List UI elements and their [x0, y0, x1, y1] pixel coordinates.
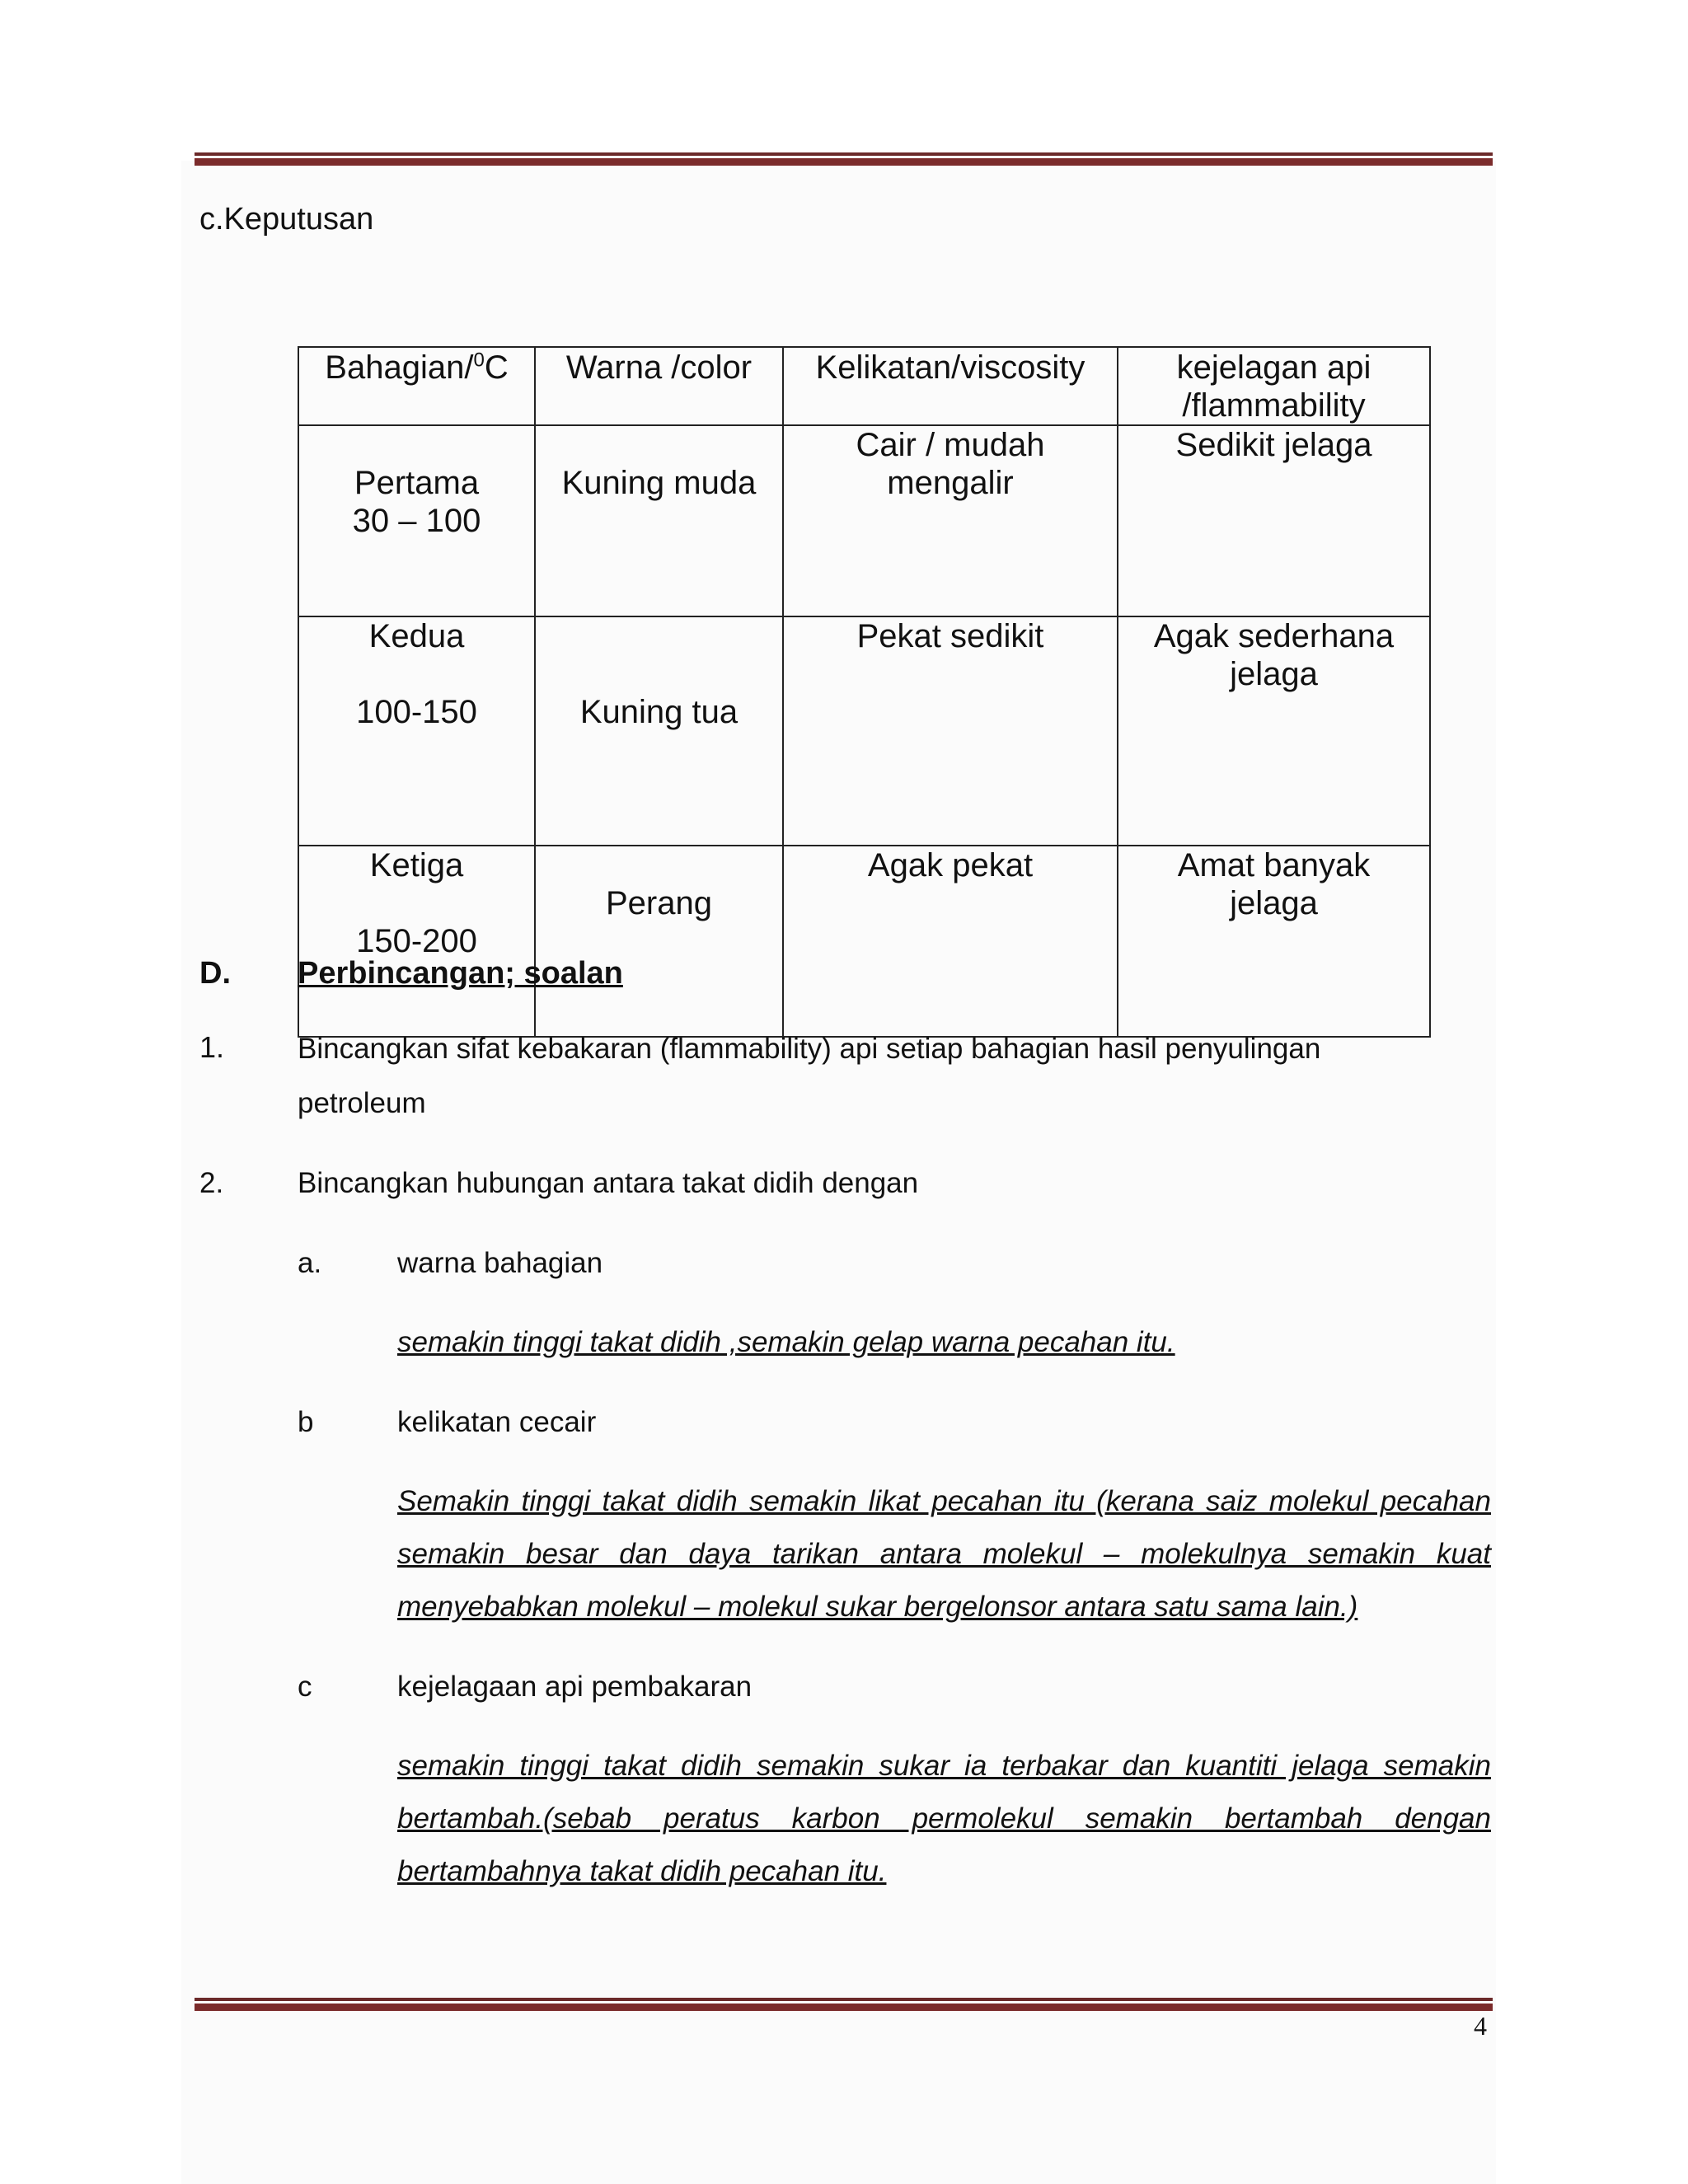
table-row — [298, 616, 1430, 846]
cell-kelikatan: Agak pekat — [783, 846, 1118, 1037]
header-warna: Warna /color — [535, 347, 783, 425]
table-header-row — [298, 347, 1430, 425]
part-c-label: c — [298, 1671, 312, 1703]
part-a-answer: semakin tinggi takat didih ,semakin gelap warna pecahan itu. — [397, 1326, 1175, 1358]
part-c-text: kejelagaan api pembakaran — [397, 1671, 753, 1703]
cell-kejelagan: Agak sederhana jelaga — [1118, 616, 1430, 846]
part-b-text: kelikatan cecair — [397, 1406, 597, 1438]
question-1-text: Bincangkan sifat kebakaran (flammability) api setiap bahagian hasil penyulingan petroleum — [298, 1033, 1321, 1119]
part-c-answer: semakin tinggi takat didih semakin sukar ia terbakar dan kuantiti jelaga semakin bertambah.(sebab peratus karbon permolekul semakin bertambah dengan bertambahnya takat didih pecahan itu. — [397, 1750, 1491, 1887]
cell-kelikatan: Pekat sedikit — [783, 616, 1118, 846]
header-bahagian: Bahagian/$^0$C — [298, 347, 535, 425]
header-kejelagan: kejelagan api /flammability — [1118, 347, 1430, 425]
table-row — [298, 425, 1430, 616]
page-number: 4 — [1474, 2011, 1487, 2041]
question-2-text: Bincangkan hubungan antara takat didih dengan — [298, 1167, 919, 1199]
cell-warna: Kuning tua — [535, 616, 783, 846]
cell-kejelagan: Sedikit jelaga — [1118, 425, 1430, 616]
cell-warna: Kuning muda — [535, 425, 783, 616]
section-d-title: Perbincangan; soalan — [298, 956, 623, 991]
part-b-label: b — [298, 1406, 314, 1438]
part-b-answer: Semakin tinggi takat didih semakin likat pecahan itu (kerana saiz molekul pecahan semakin besar dan daya tarikan antara molekul – molekulnya semakin kuat menyebabkan molekul – molekul sukar bergelonsor antara satu sama lain.) — [397, 1485, 1491, 1623]
cell-kejelagan: Amat banyak jelaga — [1118, 846, 1430, 1037]
section-d-number: D. — [199, 956, 231, 991]
section-c-heading: c.Keputusan — [199, 202, 374, 237]
results-table — [298, 346, 1431, 1038]
cell-kelikatan: Cair / mudah mengalir — [783, 425, 1118, 616]
part-a-label: a. — [298, 1247, 322, 1279]
footer-rule — [195, 1998, 1493, 2011]
cell-warna: Perang — [535, 846, 783, 1037]
part-a-text: warna bahagian — [397, 1247, 603, 1279]
header-kelikatan: Kelikatan/viscosity — [783, 347, 1118, 425]
cell-bahagian: Pertama 30 – 100 — [298, 425, 535, 616]
cell-bahagian: Ketiga 150-200 — [298, 846, 535, 1037]
cell-bahagian: Kedua 100-150 — [298, 616, 535, 846]
question-1-number: 1. — [199, 1030, 225, 1064]
question-2-number: 2. — [199, 1167, 224, 1199]
table-row — [298, 846, 1430, 1037]
header-rule — [195, 152, 1493, 166]
